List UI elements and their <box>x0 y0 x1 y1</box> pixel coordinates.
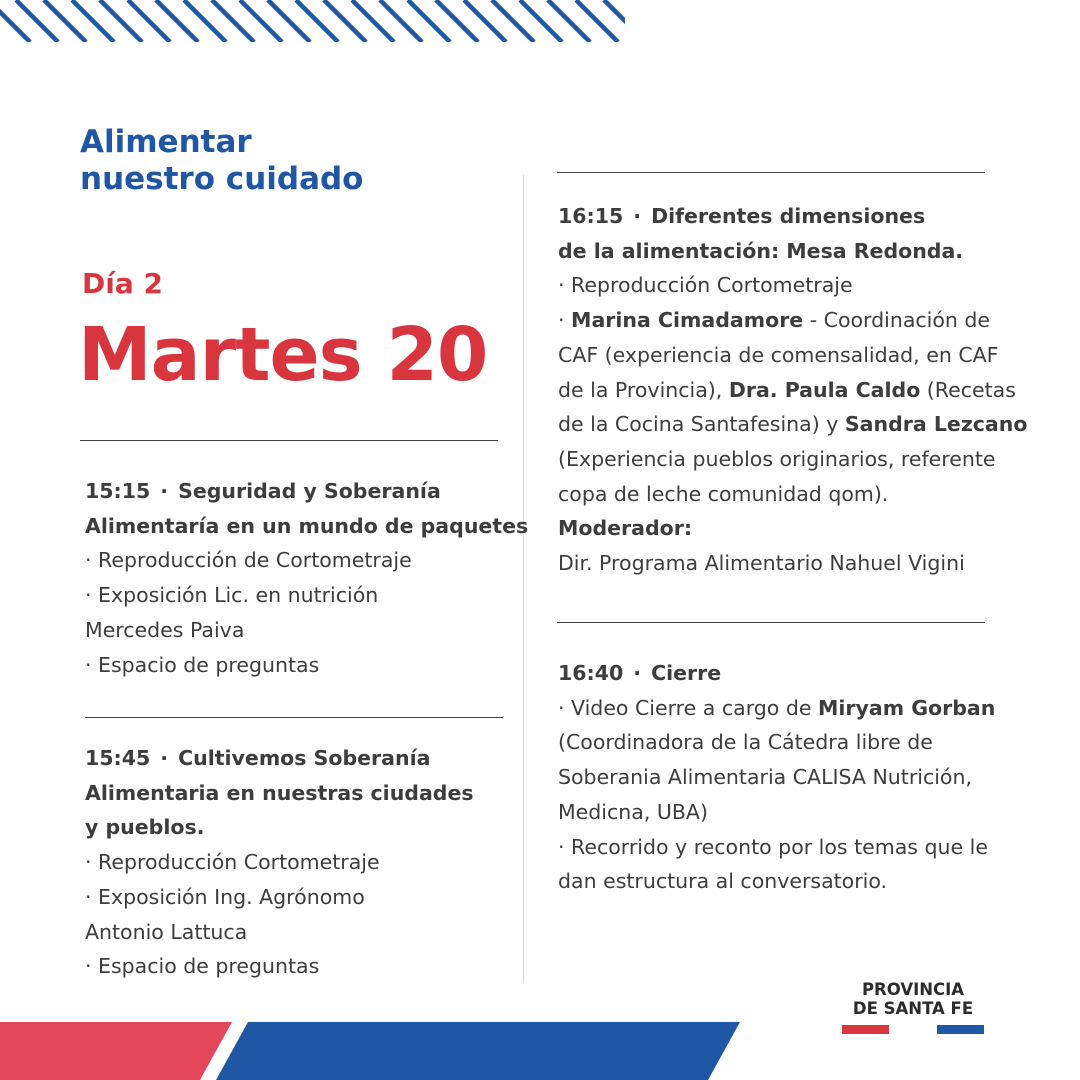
speaker-name: Miryam Gorban <box>817 695 996 720</box>
session-1615 <box>558 199 1027 581</box>
session-heading <box>85 741 474 776</box>
list-item: Mercedes Paiva <box>85 617 245 642</box>
session-heading <box>558 656 995 691</box>
session-title-cont: de la alimentación: Mesa Redonda. <box>558 238 964 263</box>
list-item: Antonio Lattuca <box>85 919 248 944</box>
list-item <box>558 303 1027 338</box>
session-1545 <box>85 741 474 984</box>
decorative-stripes <box>0 0 625 42</box>
list-item: · Exposición Ing. Agrónomo <box>85 884 365 909</box>
speaker-name: Sandra Lezcano <box>844 412 1028 437</box>
list-item <box>558 691 995 726</box>
divider-right-1 <box>557 172 985 173</box>
session-title-cont: Alimentaría en un mundo de paquetes <box>85 513 529 538</box>
flag-red-bar <box>842 1025 889 1034</box>
speaker-name: Marina Cimadamore <box>571 308 804 333</box>
title-line-2: nuestro cuidado <box>80 161 364 197</box>
divider-left-1 <box>80 440 498 441</box>
separator-dot: · <box>160 746 169 770</box>
separator-dot: · <box>633 661 642 685</box>
moderator-name: Dir. Programa Alimentario Nahuel Vigini <box>558 551 965 576</box>
session-title-cont: Alimentaria en nuestras ciudades <box>85 780 474 805</box>
text-line: (Experiencia pueblos originarios, referente <box>558 446 996 471</box>
session-title: Seguridad y Soberanía <box>178 479 441 503</box>
logo-flag <box>838 1025 988 1034</box>
bullet: · <box>558 308 572 333</box>
text-line: dan estructura al conversatorio. <box>558 869 888 894</box>
text-line: CAF (experiencia de comensalidad, en CAF <box>558 342 999 367</box>
session-title: Cultivemos Soberanía <box>178 746 431 770</box>
list-item: · Reproducción Cortometraje <box>558 273 853 298</box>
text-line: Soberania Alimentaria CALISA Nutrición, <box>558 765 972 790</box>
session-heading <box>85 474 528 509</box>
session-1515 <box>85 474 528 682</box>
day-date: Martes 20 <box>78 312 488 398</box>
text-line <box>558 407 1027 442</box>
session-heading <box>558 199 1027 234</box>
session-1640 <box>558 656 995 899</box>
text-line: copa de leche comunidad qom). <box>558 481 889 506</box>
speaker-role: - Coordinación de <box>803 308 991 333</box>
divider-right-2 <box>557 622 985 623</box>
text-fragment: de la Provincia), <box>558 377 729 402</box>
list-item: · Reproducción de Cortometraje <box>85 548 412 573</box>
speaker-name: Dra. Paula Caldo <box>728 377 921 402</box>
provincia-logo <box>838 980 988 1034</box>
title-line-1: Alimentar <box>80 124 252 160</box>
text-fragment: de la Cocina Santafesina) y <box>558 412 845 437</box>
list-item: · Recorrido y reconto por los temas que le <box>558 834 988 859</box>
bottom-color-bar <box>0 1022 740 1080</box>
list-item: · Exposición Lic. en nutrición <box>85 583 379 608</box>
session-time: 15:15 <box>85 479 151 503</box>
text-fragment: · Video Cierre a cargo de <box>558 695 818 720</box>
flag-blue-bar <box>937 1025 984 1034</box>
moderator-label: Moderador: <box>558 516 693 541</box>
list-item: · Reproducción Cortometraje <box>85 850 380 875</box>
page-title <box>80 124 363 198</box>
session-title-cont: y pueblos. <box>85 815 205 840</box>
text-fragment: (Recetas <box>920 377 1016 402</box>
divider-left-2 <box>85 717 503 718</box>
separator-dot: · <box>633 204 642 228</box>
session-time: 15:45 <box>85 746 151 770</box>
session-title: Cierre <box>651 661 722 685</box>
logo-line-2: DE SANTA FE <box>852 999 974 1018</box>
list-item: · Espacio de preguntas <box>85 652 320 677</box>
session-time: 16:40 <box>558 661 624 685</box>
list-item: · Espacio de preguntas <box>85 954 320 979</box>
logo-line-1: PROVINCIA <box>861 980 965 999</box>
session-time: 16:15 <box>558 204 624 228</box>
text-line: Medicna, UBA) <box>558 799 708 824</box>
text-line: (Coordinadora de la Cátedra libre de <box>558 730 933 755</box>
text-line <box>558 373 1027 408</box>
day-label: Día 2 <box>82 267 163 300</box>
session-title: Diferentes dimensiones <box>651 204 926 228</box>
separator-dot: · <box>160 479 169 503</box>
